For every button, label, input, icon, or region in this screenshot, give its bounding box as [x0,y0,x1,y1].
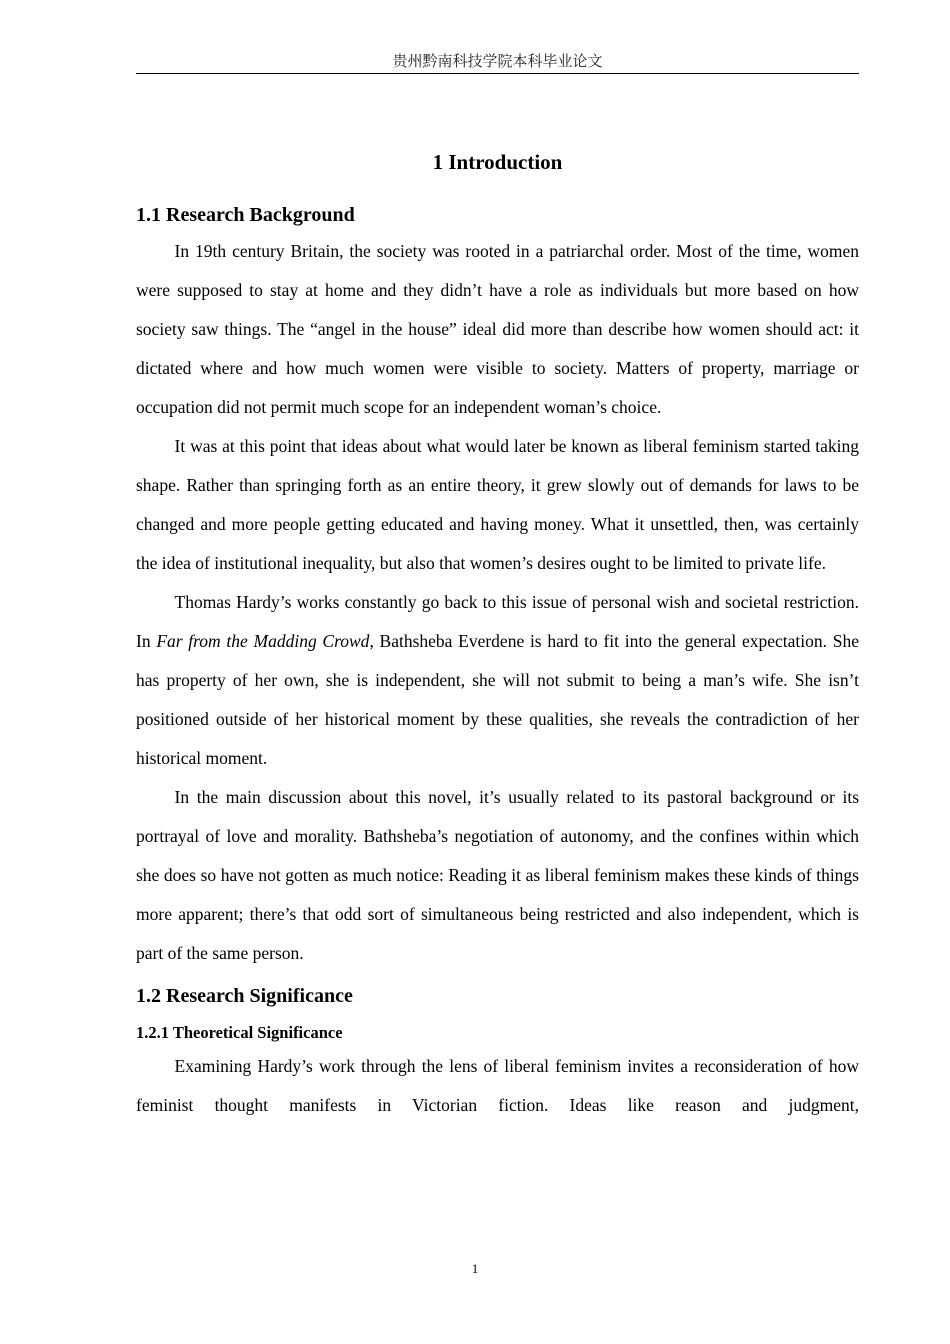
page-number: 1 [471,1261,479,1276]
running-header [136,52,859,74]
running-header-title: 贵州黔南科技学院本科毕业论文 [392,54,603,70]
subsection-title-theoretical-significance: 1.2.1 Theoretical Significance [136,1023,343,1042]
book-title: Far from the Madding Crowd [156,631,370,651]
paragraph-text: Thomas Hardy’s works constantly go back to this issue of personal wish and societal restriction. In [136,592,859,651]
paragraph-text: , Bathsheba Everdene is hard to fit into the general expectation. She has property of her own, she is independent, she will not submit to being a man’s wife. She isn’t positioned outside of her historical moment by these qualities, she reveals the contradiction of her historical moment. [136,631,860,768]
section-title-research-significance: 1.2 Research Significance [136,985,353,1007]
page-body [136,140,859,1125]
paragraph: In the main discussion about this novel, it’s usually related to its pastoral background or its portrayal of love and morality. Bathsheba’s negotiation of autonomy, and the confines within which she does so have not gotten as much notice: Reading it as liberal feminism makes these kinds of things more apparent; there’s that odd sort of simultaneous being restricted and also independent, which is part of the same person. [136,787,859,963]
paragraph: In 19th century Britain, the society was rooted in a patriarchal order. Most of the time, women were supposed to stay at home and they didn’t have a role as individuals but more based on how society saw things. The “angel in the house” ideal did more than describe how women should act: it dictated where and how much women were visible to society. Matters of property, marriage or occupation did not permit much scope for an independent woman’s choice. [136,241,859,417]
paragraph [136,583,859,778]
paragraph: Examining Hardy’s work through the lens of liberal feminism invites a reconsideration of how feminist thought manifests in Victorian fiction. Ideas like reason and judgment, [136,1056,859,1115]
paragraph: It was at this point that ideas about what would later be known as liberal feminism started taking shape. Rather than springing forth as an entire theory, it grew slowly out of demands for laws to be changed and more people getting educated and having money. What it unsettled, then, was certainly the idea of institutional inequality, but also that women’s desires ought to be limited to private life. [136,436,859,573]
section-title-research-background: 1.1 Research Background [136,204,355,226]
chapter-title: 1 Introduction [432,150,563,174]
